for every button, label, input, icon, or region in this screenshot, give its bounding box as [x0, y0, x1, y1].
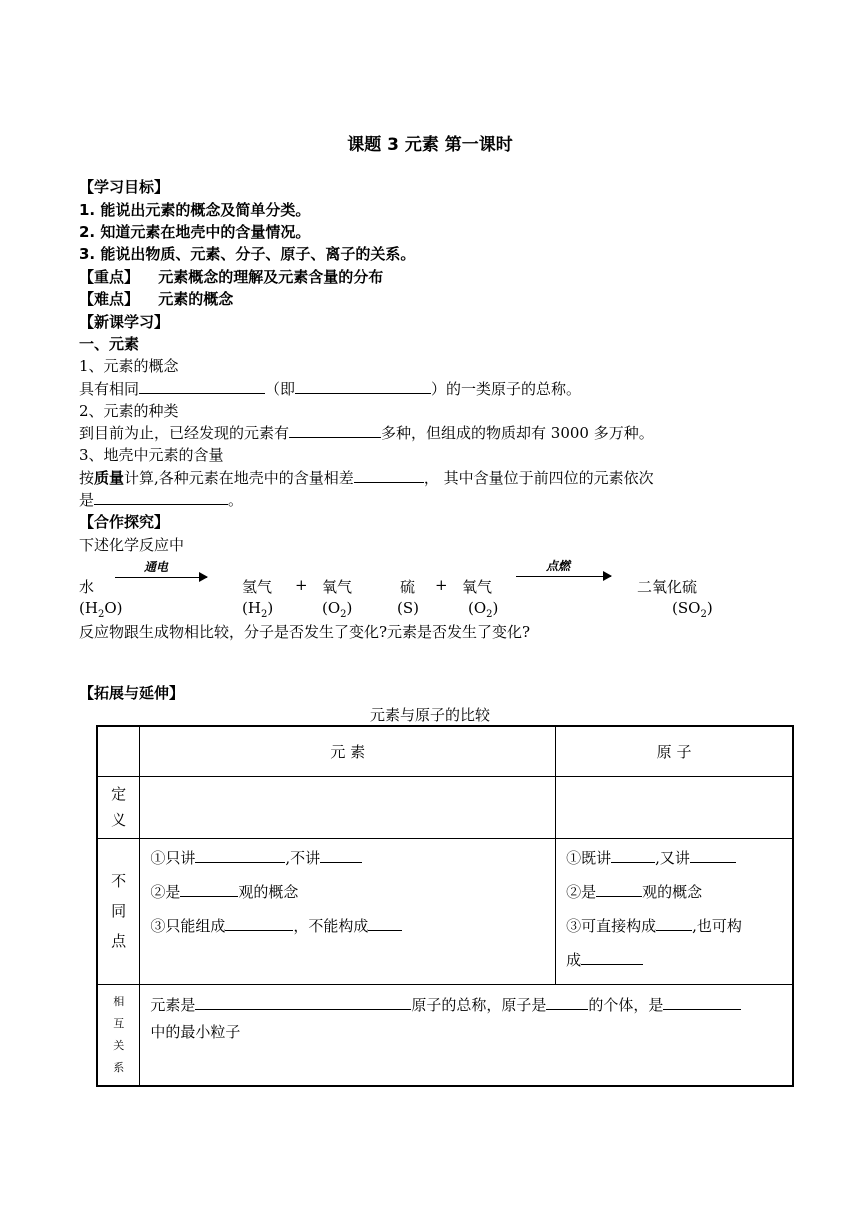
formula-o2-b: $(O_2)$	[468, 599, 499, 620]
relation-blank-2[interactable]	[546, 995, 588, 1010]
content-text-b: 计算,各种元素在地壳中的含量相差	[124, 469, 354, 487]
difference-row	[97, 838, 793, 984]
concept-line	[79, 378, 581, 399]
atom-definition-cell[interactable]	[556, 776, 793, 838]
concept-text-b: （即	[265, 380, 296, 398]
content-line-1	[79, 467, 654, 488]
key-point	[79, 266, 383, 287]
element-diff-line-1	[140, 841, 555, 875]
relation-line-2: 中的最小粒子	[150, 1022, 241, 1041]
definition-row	[97, 776, 793, 838]
reaction2-reactant2: 氧气	[462, 578, 493, 596]
row-label-definition	[97, 776, 140, 838]
element-diff-line-3	[140, 909, 555, 943]
reaction2-arrow	[516, 576, 611, 577]
row-label-char: 同	[111, 902, 127, 920]
text: 元素是	[150, 995, 196, 1014]
text: 观的概念	[238, 882, 299, 901]
col-element-header: 元 素	[140, 726, 556, 776]
concept-blank-2[interactable]	[295, 379, 431, 394]
element-diff-blank-3[interactable]	[180, 882, 238, 897]
table-caption: 元素与原子的比较	[369, 706, 490, 724]
formula-h2: $(H_2)$	[242, 599, 274, 620]
row-label-relation	[97, 984, 140, 1086]
col-atom-header: 原 子	[556, 726, 793, 776]
element-diff-line-2	[140, 875, 555, 909]
content-blank-2[interactable]	[94, 490, 228, 505]
element-diff-blank-1[interactable]	[195, 848, 285, 863]
new-lesson-heading: 【新课学习】	[79, 313, 170, 331]
text: ①只讲	[150, 848, 196, 867]
concept-heading: 1、元素的概念	[79, 357, 179, 375]
row-label-char: 互	[113, 1016, 125, 1030]
atom-diff-blank-1[interactable]	[611, 848, 655, 863]
row-label-char: 关	[113, 1038, 125, 1052]
page-title: 课题 3 元素 第一课时	[347, 135, 513, 155]
coop-intro: 下述化学反应中	[79, 536, 185, 554]
text: 观的概念	[642, 882, 703, 901]
relation-blank-1[interactable]	[195, 995, 411, 1010]
section-elements-heading: 一、元素	[79, 335, 140, 353]
content-text-c: ， 其中含量位于前四位的元素依次	[423, 469, 654, 487]
comparison-table	[96, 725, 794, 1087]
key-point-text: 元素概念的理解及元素含量的分布	[158, 268, 384, 286]
row-label-difference	[97, 838, 140, 984]
element-definition-cell[interactable]	[140, 776, 556, 838]
row-label-char: 义	[111, 811, 127, 829]
relation-row	[97, 984, 793, 1086]
relation-cell	[140, 984, 793, 1086]
reaction1-reactant: 水	[79, 578, 95, 596]
text: ②是	[566, 882, 597, 901]
types-line	[79, 422, 654, 443]
row-label-char: 系	[113, 1060, 125, 1074]
reaction1-condition: 通电	[144, 560, 169, 574]
atom-diff-blank-4[interactable]	[656, 916, 692, 931]
difficulty	[79, 288, 233, 309]
reaction2-condition: 点燃	[546, 559, 571, 573]
types-blank[interactable]	[289, 423, 381, 438]
formula-h2o: $(H_2O)$	[79, 599, 123, 620]
atom-diff-line-3	[556, 909, 792, 943]
relation-line-1	[140, 988, 792, 1022]
reaction2-product: 二氧化硫	[637, 578, 698, 596]
row-label-char: 定	[111, 785, 127, 803]
types-text-a: 到目前为止，已经发现的元素有	[79, 424, 290, 442]
difficulty-text: 元素的概念	[158, 290, 234, 308]
content-heading: 3、地壳中元素的含量	[79, 446, 224, 464]
reaction1-arrow	[115, 577, 207, 578]
formula-s: (S)	[397, 599, 419, 617]
types-heading: 2、元素的种类	[79, 402, 179, 420]
row-label-char: 相	[113, 994, 125, 1008]
text: ,也可构	[692, 916, 742, 935]
concept-text-a: 具有相同	[79, 380, 140, 398]
text: 原子的总称，原子是	[411, 995, 547, 1014]
formula-so2: $(SO_2)$	[672, 599, 713, 620]
reaction2-reactant1: 硫	[400, 578, 416, 596]
atom-diff-line-4	[556, 943, 792, 977]
element-difference-cell	[140, 838, 556, 984]
objective-item-2: 2. 知道元素在地壳中的含量情况。	[79, 223, 311, 241]
text: ③可直接构成	[566, 916, 657, 935]
atom-diff-blank-3[interactable]	[596, 882, 642, 897]
row-label-char: 点	[111, 932, 127, 950]
formula-o2-a: $(O_2)$	[322, 599, 353, 620]
objective-item-3: 3. 能说出物质、元素、分子、原子、离子的关系。	[79, 245, 416, 263]
text: ①既讲	[566, 848, 612, 867]
reaction1-plus: +	[295, 576, 308, 594]
difficulty-label: 【难点】	[79, 290, 140, 308]
atom-diff-line-2	[556, 875, 792, 909]
extension-heading: 【拓展与延伸】	[79, 684, 185, 702]
atom-difference-cell	[556, 838, 793, 984]
reaction2-plus: +	[435, 576, 448, 594]
text: ,不讲	[285, 848, 321, 867]
concept-text-c: ）的一类原子的总称。	[431, 380, 582, 398]
coop-heading: 【合作探究】	[79, 513, 170, 531]
key-point-label: 【重点】	[79, 268, 140, 286]
element-diff-blank-2[interactable]	[320, 848, 362, 863]
relation-blank-3[interactable]	[663, 995, 741, 1010]
row-label-char: 不	[111, 872, 127, 890]
text: ，不能构成	[293, 916, 369, 935]
reaction1-product1: 氢气	[242, 578, 273, 596]
corner-cell	[97, 726, 140, 776]
content-bold-mass: 质量	[94, 469, 125, 487]
content-text-a: 按	[79, 469, 95, 487]
concept-blank-1[interactable]	[139, 379, 265, 394]
table-header-row	[97, 726, 793, 776]
content-line-2	[79, 489, 243, 510]
objective-item-1: 1. 能说出元素的概念及简单分类。	[79, 201, 311, 219]
atom-diff-blank-5[interactable]	[581, 950, 643, 965]
text: 的个体，是	[588, 995, 664, 1014]
element-diff-blank-4[interactable]	[225, 916, 293, 931]
text: ②是	[150, 882, 181, 901]
coop-question: 反应物跟生成物相比较，分子是否发生了变化?元素是否发生了变化?	[79, 623, 531, 641]
content-text-e: 。	[228, 491, 244, 509]
types-text-b: 多种，但组成的物质却有 3000 多万种。	[381, 424, 654, 442]
text: ③只能组成	[150, 916, 226, 935]
text: 成	[566, 950, 582, 969]
atom-diff-line-1	[556, 841, 792, 875]
content-blank-1[interactable]	[354, 468, 424, 483]
reaction1-product2: 氧气	[322, 578, 353, 596]
objectives-heading: 【学习目标】	[79, 178, 170, 196]
atom-diff-blank-2[interactable]	[690, 848, 736, 863]
text: ,又讲	[655, 848, 690, 867]
element-diff-blank-5[interactable]	[368, 916, 402, 931]
content-text-d: 是	[79, 491, 95, 509]
